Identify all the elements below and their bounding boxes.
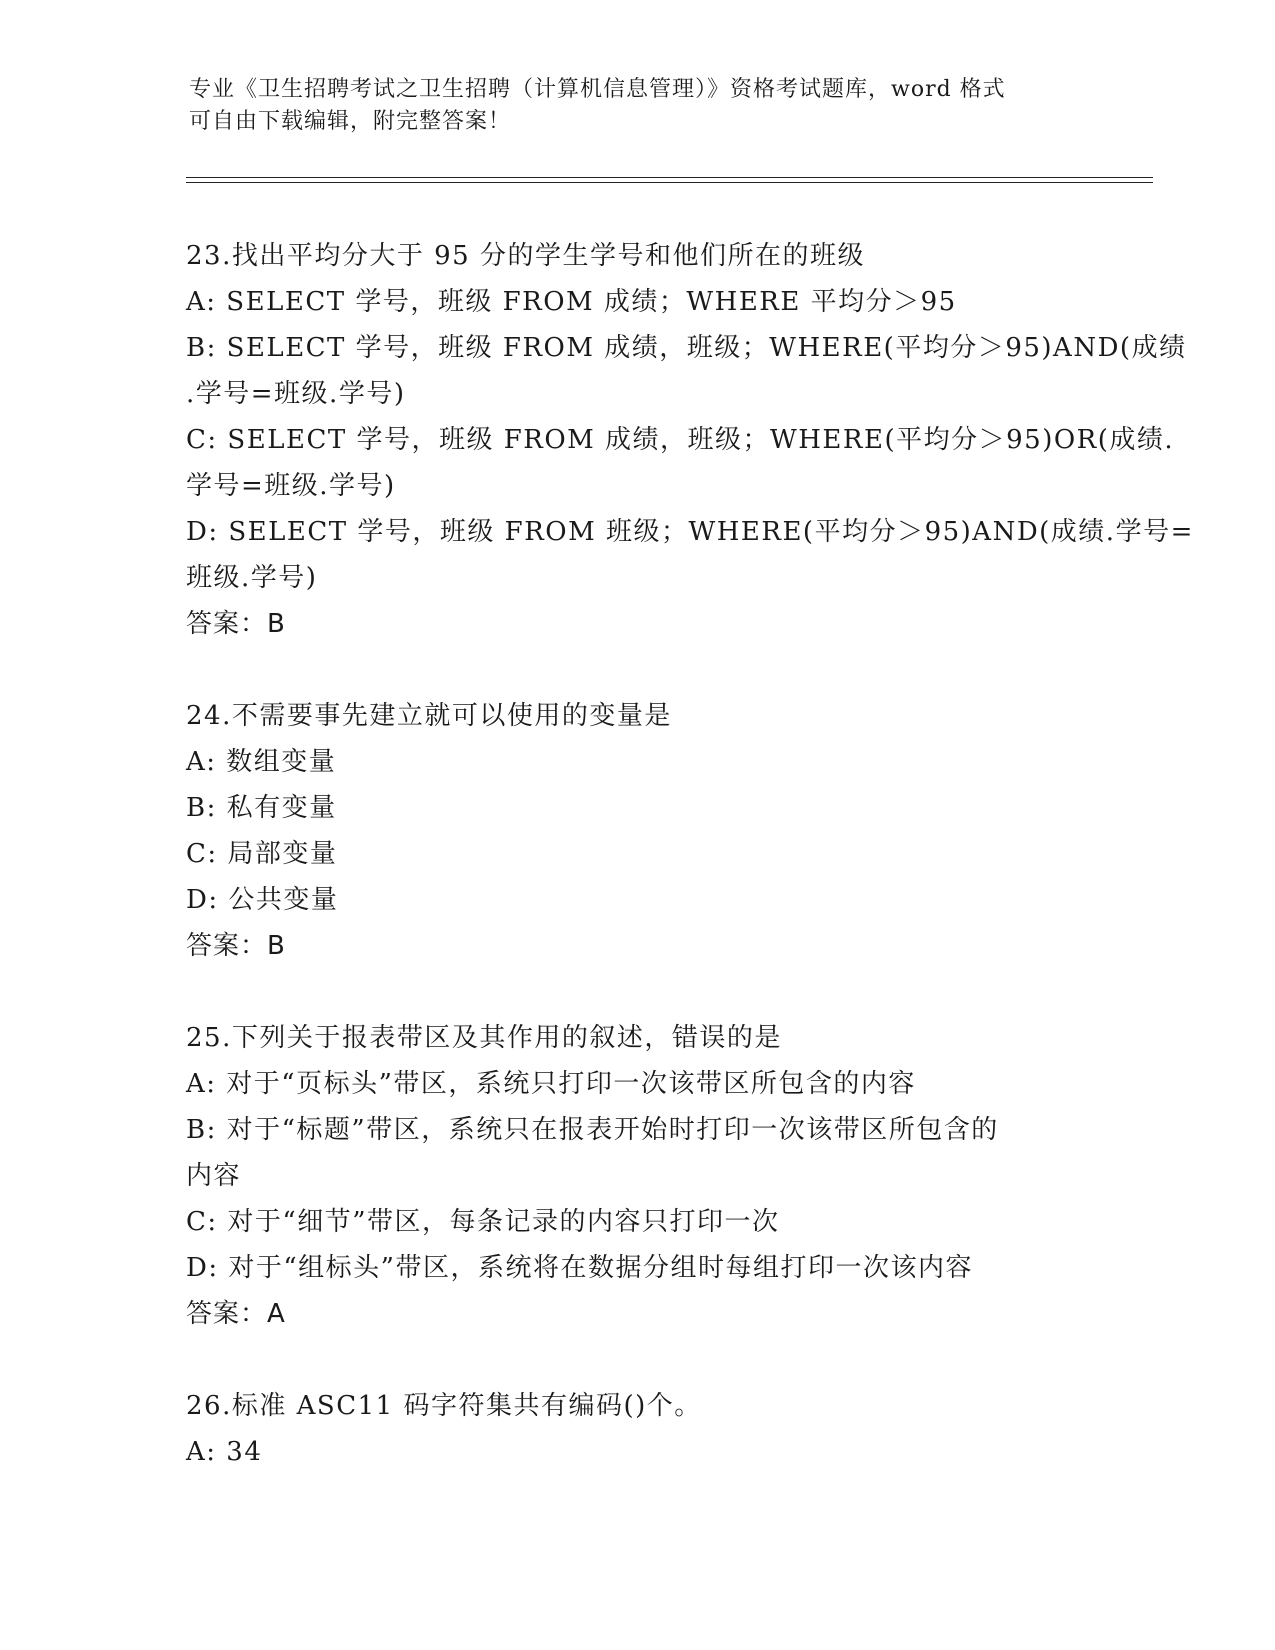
question-stem: 25.下列关于报表带区及其作用的叙述，错误的是 [186, 1023, 782, 1053]
option-c-continued: 学号=班级.学号) [186, 471, 396, 501]
answer-label: 答案：B [186, 609, 286, 639]
option-a: A: 34 [186, 1437, 263, 1467]
header-line-1: 专业《卫生招聘考试之卫生招聘（计算机信息管理）》资格考试题库，word 格式 [189, 77, 1006, 102]
question-stem: 26.标准 ASC11 码字符集共有编码()个。 [186, 1391, 702, 1421]
header-divider-bottom [186, 182, 1153, 183]
question-block-25 [186, 1015, 1106, 1337]
question-spacer [186, 969, 1106, 1015]
answer-label: 答案：A [186, 1299, 286, 1329]
option-b-continued: 内容 [186, 1161, 242, 1191]
option-c: C: 局部变量 [186, 839, 338, 869]
question-block-23 [186, 233, 1194, 647]
option-b-continued: .学号=班级.学号) [186, 379, 406, 409]
header-divider-top [186, 177, 1153, 178]
question-block-24 [186, 693, 1106, 969]
question-stem: 24.不需要事先建立就可以使用的变量是 [186, 701, 672, 731]
document-header [189, 74, 1089, 138]
option-d-continued: 班级.学号) [186, 563, 318, 593]
option-d: D: 公共变量 [186, 885, 339, 915]
option-c: C: 对于“细节”带区，每条记录的内容只打印一次 [186, 1207, 780, 1237]
question-spacer [186, 647, 1106, 693]
option-a: A: SELECT 学号，班级 FROM 成绩；WHERE 平均分＞95 [186, 287, 957, 317]
option-d: D: 对于“组标头”带区，系统将在数据分组时每组打印一次该内容 [186, 1253, 973, 1283]
question-spacer [186, 1337, 1106, 1383]
option-b: B: 私有变量 [186, 793, 337, 823]
option-b: B: 对于“标题”带区，系统只在报表开始时打印一次该带区所包含的 [186, 1115, 999, 1145]
header-line-2: 可自由下载编辑，附完整答案！ [189, 109, 512, 134]
option-c: C: SELECT 学号，班级 FROM 成绩，班级；WHERE(平均分＞95)OR(成绩. [186, 425, 1175, 455]
answer-label: 答案：B [186, 931, 286, 961]
question-stem: 23.找出平均分大于 95 分的学生学号和他们所在的班级 [186, 241, 865, 271]
option-d: D: SELECT 学号，班级 FROM 班级；WHERE(平均分＞95)AND(成绩.学号= [186, 517, 1194, 547]
option-a: A: 对于“页标头”带区，系统只打印一次该带区所包含的内容 [186, 1069, 916, 1099]
option-a: A: 数组变量 [186, 747, 337, 777]
question-list [186, 233, 1194, 1475]
question-block-26 [186, 1383, 1106, 1475]
option-b: B: SELECT 学号，班级 FROM 成绩，班级；WHERE(平均分＞95)AND(成绩 [186, 333, 1187, 363]
